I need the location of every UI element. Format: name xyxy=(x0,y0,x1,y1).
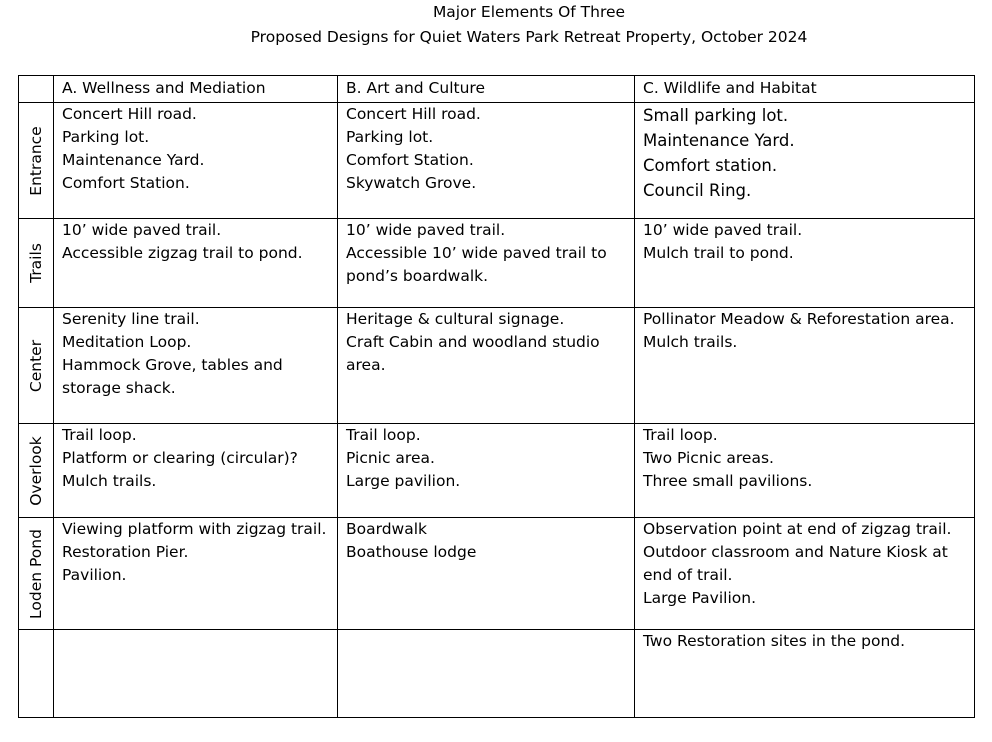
table-row-overlook xyxy=(19,424,975,518)
row-label: Entrance xyxy=(27,125,45,196)
cell-line: Pavilion. xyxy=(62,566,127,584)
design-elements-table xyxy=(18,75,975,718)
column-header-label: C. Wildlife and Habitat xyxy=(643,79,817,97)
table-row-trails xyxy=(19,219,975,308)
table-cell xyxy=(54,103,338,219)
table-cell xyxy=(54,219,338,308)
cell-line: Picnic area. xyxy=(346,449,435,467)
row-label-cell xyxy=(19,219,54,308)
table-row-extra xyxy=(19,630,975,718)
cell-line: Trail loop. xyxy=(643,426,718,444)
document-title: Major Elements Of Three xyxy=(432,3,626,21)
cell-line: Mulch trails. xyxy=(643,333,738,351)
cell-line: Accessible zigzag trail to pond. xyxy=(62,244,303,262)
cell-line: Craft Cabin and woodland studio xyxy=(346,333,600,351)
table-cell xyxy=(338,630,635,718)
table-cell xyxy=(338,103,635,219)
cell-line: storage shack. xyxy=(62,379,176,397)
table-cell xyxy=(635,518,975,630)
table-cell xyxy=(338,424,635,518)
cell-line: Boathouse lodge xyxy=(346,543,477,561)
table-cell xyxy=(54,630,338,718)
cell-line: Hammock Grove, tables and xyxy=(62,356,283,374)
table-cell xyxy=(338,308,635,424)
cell-line: Skywatch Grove. xyxy=(346,174,477,192)
cell-line: Observation point at end of zigzag trail. xyxy=(643,520,952,538)
corner-cell xyxy=(19,76,54,103)
table-cell xyxy=(54,308,338,424)
cell-line: Maintenance Yard. xyxy=(62,151,205,169)
row-label-cell xyxy=(19,103,54,219)
table-row-loden-pond xyxy=(19,518,975,630)
table-cell xyxy=(635,424,975,518)
row-label-cell xyxy=(19,424,54,518)
cell-line: Platform or clearing (circular)? xyxy=(62,449,298,467)
cell-line: Comfort Station. xyxy=(346,151,474,169)
cell-line: Meditation Loop. xyxy=(62,333,192,351)
cell-line: Serenity line trail. xyxy=(62,310,200,328)
cell-line: Concert Hill road. xyxy=(346,105,481,123)
cell-line: Council Ring. xyxy=(643,181,752,200)
cell-line: Trail loop. xyxy=(62,426,137,444)
row-label-cell xyxy=(19,630,54,718)
column-header-c xyxy=(635,76,975,103)
cell-line: end of trail. xyxy=(643,566,733,584)
cell-line: Heritage & cultural signage. xyxy=(346,310,565,328)
cell-line: Viewing platform with zigzag trail. xyxy=(62,520,327,538)
row-label: Trails xyxy=(27,243,45,283)
cell-line: Small parking lot. xyxy=(643,106,789,125)
column-header-a xyxy=(54,76,338,103)
row-label: Loden Pond xyxy=(27,528,45,619)
cell-line: Mulch trails. xyxy=(62,472,157,490)
cell-line: Parking lot. xyxy=(346,128,434,146)
column-header-label: A. Wellness and Mediation xyxy=(62,79,266,97)
cell-line: Boardwalk xyxy=(346,520,428,538)
row-label: Center xyxy=(27,339,45,392)
table-cell xyxy=(54,424,338,518)
column-header-b xyxy=(338,76,635,103)
table-cell xyxy=(635,630,975,718)
header-row xyxy=(19,76,975,103)
row-label-cell xyxy=(19,308,54,424)
table-cell xyxy=(54,518,338,630)
table-cell xyxy=(635,308,975,424)
cell-line: 10’ wide paved trail. xyxy=(346,221,506,239)
column-header-label: B. Art and Culture xyxy=(346,79,485,97)
cell-line: Concert Hill road. xyxy=(62,105,197,123)
cell-line: pond’s boardwalk. xyxy=(346,267,489,285)
document-subtitle: Proposed Designs for Quiet Waters Park Retreat Property, October 2024 xyxy=(250,28,808,46)
cell-line: 10’ wide paved trail. xyxy=(643,221,803,239)
row-label: Overlook xyxy=(27,435,45,506)
cell-line: Three small pavilions. xyxy=(643,472,813,490)
cell-line: Two Restoration sites in the pond. xyxy=(643,632,906,650)
cell-line: Restoration Pier. xyxy=(62,543,189,561)
cell-line: Accessible 10’ wide paved trail to xyxy=(346,244,607,262)
table-cell xyxy=(635,219,975,308)
cell-line: Two Picnic areas. xyxy=(643,449,774,467)
cell-line: Comfort station. xyxy=(643,156,778,175)
cell-line: Pollinator Meadow & Reforestation area. xyxy=(643,310,955,328)
cell-line: Outdoor classroom and Nature Kiosk at xyxy=(643,543,948,561)
cell-line: Parking lot. xyxy=(62,128,150,146)
cell-line: Large pavilion. xyxy=(346,472,461,490)
cell-line: area. xyxy=(346,356,386,374)
cell-line: Trail loop. xyxy=(346,426,421,444)
table-cell xyxy=(338,219,635,308)
cell-line: Maintenance Yard. xyxy=(643,131,795,150)
table-row-entrance xyxy=(19,103,975,219)
cell-line: Mulch trail to pond. xyxy=(643,244,794,262)
cell-line: 10’ wide paved trail. xyxy=(62,221,222,239)
row-label-cell xyxy=(19,518,54,630)
table-cell xyxy=(338,518,635,630)
cell-line: Large Pavilion. xyxy=(643,589,757,607)
cell-line: Comfort Station. xyxy=(62,174,190,192)
table-row-center xyxy=(19,308,975,424)
table-cell xyxy=(635,103,975,219)
